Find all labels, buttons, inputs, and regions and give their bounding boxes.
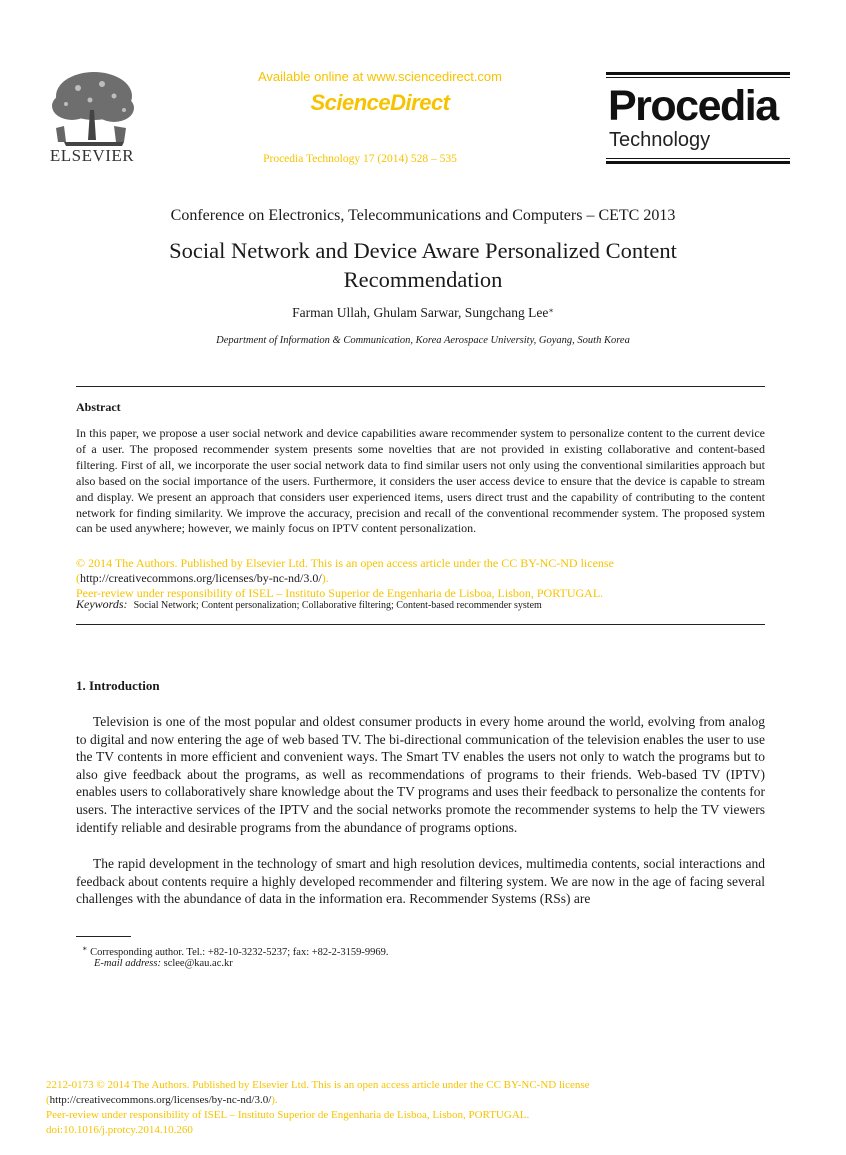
footnote-divider	[76, 936, 131, 937]
journal-name: Procedia	[608, 82, 778, 130]
keywords-label: Keywords:	[76, 597, 128, 611]
paper-title-line: Social Network and Device Aware Personalized Content	[169, 238, 677, 263]
publisher-name: ELSEVIER	[49, 146, 135, 165]
section-heading: 1. Introduction	[76, 678, 160, 693]
authors-text: Farman Ullah, Ghulam Sarwar, Sungchang Lee	[292, 305, 549, 320]
corresponding-mark: ∗	[548, 306, 554, 315]
issn-license-line: 2212-0173 © 2014 The Authors. Published by Elsevier Ltd. This is an open access article under the CC BY-NC-ND license	[46, 1079, 590, 1091]
keywords-list: Social Network; Content personalization; Collaborative filtering; Content-based recommender system	[133, 600, 542, 611]
section-divider	[76, 386, 765, 387]
license-url-line	[76, 571, 765, 586]
sciencedirect-logo-text: ScienceDirect	[310, 90, 450, 115]
paper-title-line: Recommendation	[343, 267, 503, 292]
journal-logo-rule	[606, 72, 790, 75]
affiliation: Department of Information & Communication, Korea Aerospace University, Goyang, South Korea	[216, 335, 630, 346]
footer-peer-review: Peer-review under responsibility of ISEL – Instituto Superior de Engenharia de Lisboa, Lisbon, PORTUGAL.	[46, 1109, 530, 1121]
doi[interactable]: doi:10.1016/j.protcy.2014.10.260	[46, 1124, 193, 1136]
journal-subname: Technology	[609, 129, 711, 151]
email-note	[94, 956, 233, 971]
footnote-mark: ∗	[82, 944, 88, 953]
email-label: E-mail address:	[94, 958, 161, 969]
license-statement: © 2014 The Authors. Published by Elsevier Ltd. This is an open access article under the CC BY-NC-ND license	[76, 556, 614, 570]
footer-paren-open: (	[46, 1094, 50, 1106]
author-list	[0, 305, 846, 321]
corresponding-author-text: Corresponding author. Tel.: +82-10-3232-5237; fax: +82-2-3159-9969.	[90, 947, 389, 958]
abstract-heading: Abstract	[76, 400, 121, 414]
conference-name: Conference on Electronics, Telecommunications and Computers – CETC 2013	[170, 207, 676, 224]
peer-review-statement: Peer-review under responsibility of ISEL – Instituto Superior de Engenharia de Lisboa, Lisbon, PORTUGAL.	[76, 586, 604, 600]
available-online-link[interactable]: Available online at www.sciencedirect.com	[258, 69, 502, 84]
paper-title	[100, 236, 746, 294]
journal-logo-rule	[606, 161, 790, 164]
abstract-body: In this paper, we propose a user social network and device capabilities aware recommender system to personalize content to the current device of a user. The proposed recommender system presents some novelties that are not provided in existing collaborative and content-based filtering. First of all, we incorporate the user social network data to find similar users not only using the conventional similarities approach but also based on the social importance of the users. Furthermore, it considers the user access device to ensure that the device is capable to stream and display. We present an approach that considers user experienced items, users direct trust and the capability of contributing to the content network for finding similarity. We improve the accuracy, precision and recall of the conventional recommender system. The proposed system can be used anywhere; however, we mainly focus on IPTV content personalization.	[76, 426, 765, 536]
license-paren-close: ).	[321, 571, 329, 585]
keywords	[76, 597, 542, 612]
journal-logo-rule	[606, 77, 790, 78]
body-paragraph: The rapid development in the technology of smart and high resolution devices, multimedia contents, social interactions and feedback about contents require a highly developed recommender and filtering system. We are now in the age of facing several challenges with the abundance of data in the information era. Recommender Systems (RSs) are	[76, 856, 765, 907]
section-divider	[76, 624, 765, 625]
body-paragraph: Television is one of the most popular and oldest consumer products in every home around the world, evolving from analog to digital and now entering the age of web based TV. The bi-directional communication of the television enables the user to use the TV contents in more efficient and convenient ways. The Smart TV enables the users not only to watch the programs but to also give feedback about the programs, as well as recommendations of programs to their friends. Web-based TV (IPTV) enables users to collaboratively share knowledge about the TV programs and uses their feedback to personalize the contents for users. The interactive services of the IPTV and the social networks promote the recommender systems to help the TV viewers identify reliable and desirable programs from the abundance of programs options.	[76, 714, 765, 835]
footer-license-url-line	[46, 1093, 278, 1108]
email-address[interactable]: sclee@kau.ac.kr	[163, 958, 233, 969]
license-paren-open: (	[76, 571, 80, 585]
license-link[interactable]: http://creativecommons.org/licenses/by-nc-nd/3.0/	[80, 571, 322, 585]
footer-paren-close: ).	[271, 1094, 278, 1106]
journal-citation: Procedia Technology 17 (2014) 528 – 535	[263, 153, 457, 165]
footer-license-link[interactable]: http://creativecommons.org/licenses/by-nc-nd/3.0/	[49, 1094, 272, 1106]
journal-logo-rule	[606, 158, 790, 159]
